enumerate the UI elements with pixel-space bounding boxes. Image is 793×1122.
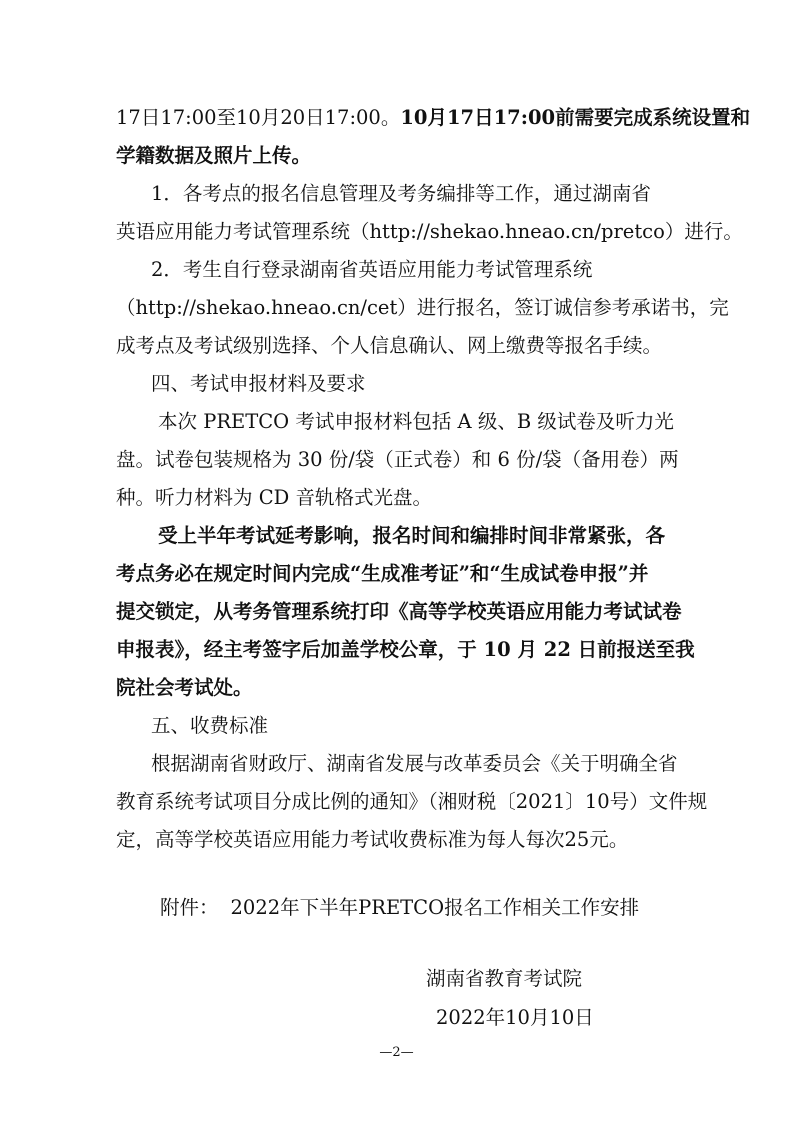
emphasis-line: 申报表》，经主考签字后加盖学校公章，于 10 月 22 日前报送至我 [116, 638, 695, 661]
paragraph-line: 本次 PRETCO 考试申报材料包括 A 级、B 级试卷及听力光 [158, 410, 674, 433]
list-item-1-line: 英语应用能力考试管理系统（http://shekao.hneao.cn/pretco）进行。 [116, 220, 743, 243]
paragraph-line: 种。听力材料为 CD 音轨格式光盘。 [116, 486, 432, 509]
paragraph-line: 定，高等学校英语应用能力考试收费标准为每人每次25元。 [116, 828, 629, 851]
paragraph-line [116, 104, 751, 132]
emphasis-line: 院社会考试处。 [116, 676, 253, 699]
paragraph-line: 盘。试卷包装规格为 30 份/袋（正式卷）和 6 份/袋（备用卷）两 [116, 448, 679, 471]
list-item-2-line: 2．考生自行登录湖南省英语应用能力考试管理系统 [151, 258, 593, 281]
attachment-line [160, 894, 740, 922]
text-bold: 10月17日17:00前需要完成系统设置和 [400, 106, 751, 129]
paragraph-line: 教育系统考试项目分成比例的通知》（湘财税〔2021〕10号）文件规 [116, 790, 708, 813]
paragraph-line: 根据湖南省财政厅、湖南省发展与改革委员会《关于明确全省 [151, 752, 678, 775]
signature-date: 2022年10月10日 [436, 1006, 594, 1029]
list-item-2-line: （http://shekao.hneao.cn/cet）进行报名，签订诚信参考承诺书，完 [116, 296, 729, 319]
section-heading: 四、考试申报材料及要求 [151, 372, 366, 395]
list-item-1-line: 1．各考点的报名信息管理及考务编排等工作，通过湖南省 [151, 182, 651, 205]
emphasis-line: 提交锁定，从考务管理系统打印《高等学校英语应用能力考试试卷 [116, 600, 682, 623]
attachment-title: 2022年下半年PRETCO报名工作相关工作安排 [230, 896, 640, 919]
list-item-2-line: 成考点及考试级别选择、个人信息确认、网上缴费等报名手续。 [116, 334, 663, 357]
section-heading: 五、收费标准 [151, 714, 269, 737]
emphasis-line: 受上半年考试延考影响，报名时间和编排时间非常紧张，各 [158, 524, 666, 547]
paragraph-line: 学籍数据及照片上传。 [116, 144, 312, 167]
emphasis-line: 考点务必在规定时间内完成“生成准考证”和“生成试卷申报”并 [116, 562, 649, 585]
signature-org: 湖南省教育考试院 [426, 967, 583, 990]
page-number: —2— [379, 1045, 414, 1060]
attachment-label: 附件： [160, 896, 219, 919]
text-normal: 17日17:00至10月20日17:00。 [116, 106, 401, 129]
